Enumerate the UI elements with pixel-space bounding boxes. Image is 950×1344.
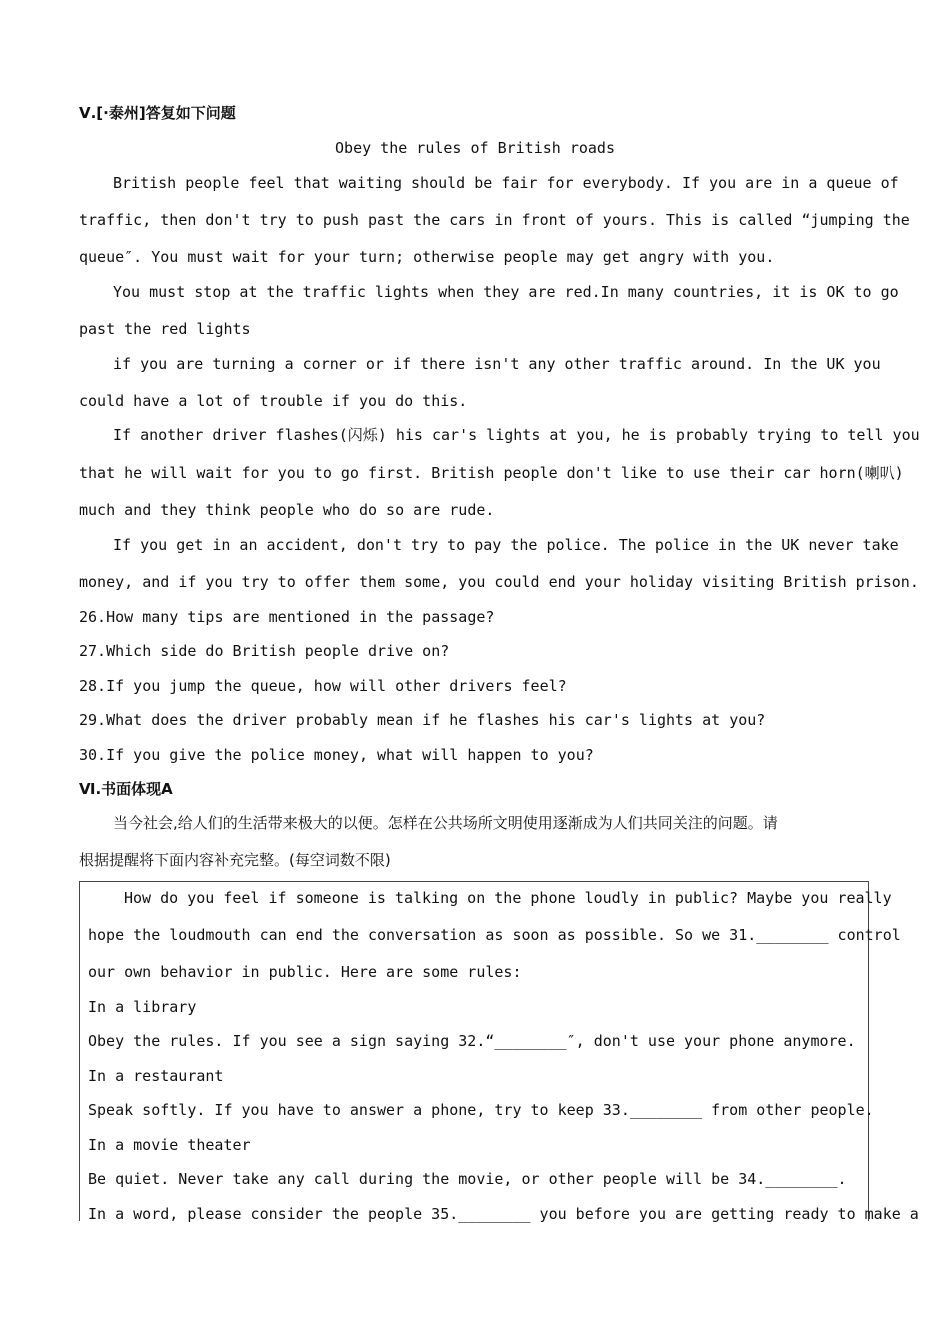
cloze-line-9: Be quiet. Never take any call during the movie, or other people will be 34.________. — [88, 1170, 847, 1188]
question-26: 26.How many tips are mentioned in the passage? — [79, 608, 495, 626]
passage-line-12: money, and if you try to offer them some, you could end your holiday visiting British prison. — [79, 573, 919, 591]
passage-line-3: queue″. You must wait for your turn; otherwise people may get angry with you. — [79, 248, 775, 266]
cloze-line-8: In a movie theater — [88, 1136, 251, 1154]
section-5-heading: Ⅴ.[·泰州]答复如下问题 — [79, 104, 236, 122]
cloze-line-2: hope the loudmouth can end the conversation as soon as possible. So we 31.________ control — [88, 926, 901, 944]
passage-line-6: if you are turning a corner or if there isn't any other traffic around. In the UK you — [113, 355, 881, 373]
passage-line-4: You must stop at the traffic lights when they are red.In many countries, it is OK to go — [113, 283, 899, 301]
cloze-line-10: In a word, please consider the people 35.________ you before you are getting ready to make a — [88, 1205, 919, 1223]
passage-line-1: British people feel that waiting should be fair for everybody. If you are in a queue of — [113, 174, 899, 192]
passage-line-2: traffic, then don't try to push past the cars in front of yours. This is called “jumping the — [79, 211, 910, 229]
question-30: 30.If you give the police money, what will happen to you? — [79, 746, 594, 764]
cloze-line-7: Speak softly. If you have to answer a phone, try to keep 33.________ from other people. — [88, 1101, 874, 1119]
cloze-line-5: Obey the rules. If you see a sign saying 32.“________″, don't use your phone anymore. — [88, 1032, 856, 1050]
passage-line-8: If another driver flashes(闪烁) his car's lights at you, he is probably trying to tell you — [113, 426, 920, 444]
cloze-box — [79, 881, 919, 1223]
passage-line-10: much and they think people who do so are rude. — [79, 501, 495, 519]
section-6-heading: Ⅵ.书面体现A — [79, 780, 173, 798]
question-27: 27.Which side do British people drive on? — [79, 642, 450, 660]
section-6-intro-line-1: 当今社会,给人们的生活带来极大的以便。怎样在公共场所文明使用逐渐成为人们共同关注的问题。请 — [113, 814, 778, 832]
passage-line-7: could have a lot of trouble if you do this. — [79, 392, 468, 410]
passage-line-9: that he will wait for you to go first. British people don't like to use their car horn(喇叭) — [79, 464, 904, 482]
passage-line-11: If you get in an accident, don't try to pay the police. The police in the UK never take — [113, 536, 899, 554]
question-29: 29.What does the driver probably mean if he flashes his car's lights at you? — [79, 711, 766, 729]
cloze-line-4: In a library — [88, 998, 197, 1016]
passage-line-5: past the red lights — [79, 320, 251, 338]
section-6-intro-line-2: 根据提醒将下面内容补充完整。(每空词数不限) — [79, 851, 391, 869]
passage-title: Obey the rules of British roads — [335, 139, 615, 157]
cloze-line-1: How do you feel if someone is talking on the phone loudly in public? Maybe you really — [124, 889, 892, 907]
question-28: 28.If you jump the queue, how will other drivers feel? — [79, 677, 567, 695]
cloze-line-3: our own behavior in public. Here are some rules: — [88, 963, 522, 981]
cloze-line-6: In a restaurant — [88, 1067, 224, 1085]
